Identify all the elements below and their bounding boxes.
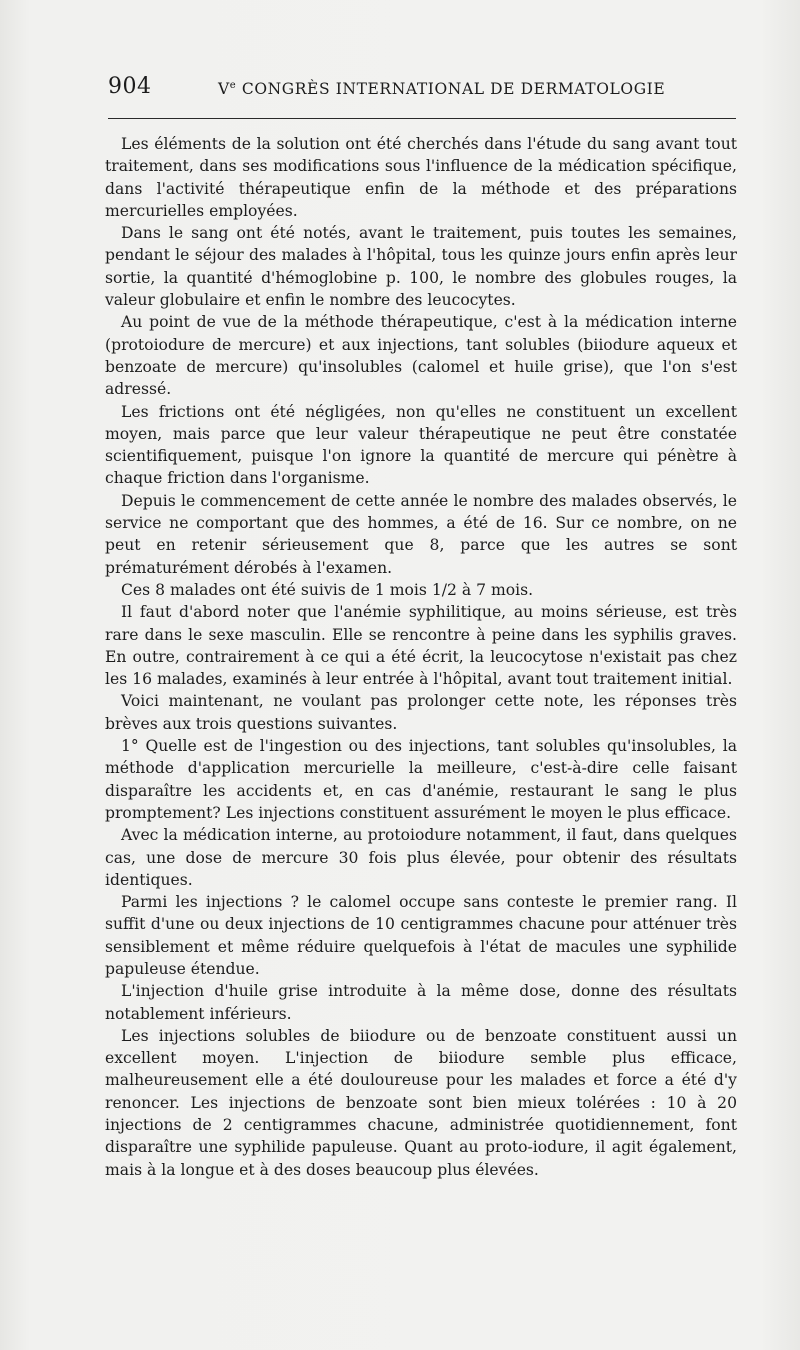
paragraph: Les frictions ont été négligées, non qu'elles ne constituent un excellent moyen, mais parce que leur valeur thérapeutique ne peut être constatée scientifiquement, puisque l'on ignore la quantité de mercure qui pénètre à chaque friction dans l'organisme.	[105, 402, 737, 488]
paragraph: 1° Quelle est de l'ingestion ou des injections, tant solubles qu'insolubles, la méthode d'application mercurielle la meilleure, c'est-à-dire celle faisant disparaître les accidents et, en cas d'anémie, restaurant le sang le plus promptement? Les injections constituent assurément le moyen le plus efficace.	[105, 737, 737, 822]
paragraph: Il faut d'abord noter que l'anémie syphilitique, au moins sérieuse, est très rare dans le sexe masculin. Elle se rencontre à peine dans les syphilis graves. En outre, contrairement à ce qui a été écrit, la leucocytose n'existait pas chez les 16 malades, examinés à leur entrée à l'hôpital, avant tout traitement initial.	[105, 603, 737, 689]
paragraph: L'injection d'huile grise introduite à la même dose, donne des résultats notablement inférieurs.	[105, 982, 737, 1023]
paragraph: Dans le sang ont été notés, avant le traitement, puis toutes les semaines, pendant le séjour des malades à l'hôpital, tous les quinze jours enfin après leur sortie, la quantité d'hémoglobine p. 100, le nombre des globules rouges, la valeur globulaire et enfin le nombre des leucocytes.	[105, 224, 737, 310]
running-title	[218, 80, 665, 98]
paragraph: Avec la médication interne, au protoiodure notamment, il faut, dans quelques cas, une dose de mercure 30 fois plus élevée, pour obtenir des résultats identiques.	[105, 826, 737, 889]
header-rule	[108, 118, 736, 119]
title-text: CONGRÈS INTERNATIONAL DE DERMATOLOGIE	[236, 80, 666, 99]
paragraph: Voici maintenant, ne voulant pas prolonger cette note, les réponses très brèves aux trois questions suivantes.	[105, 692, 737, 733]
paragraph: Ces 8 malades ont été suivis de 1 mois 1/2 à 7 mois.	[121, 580, 534, 599]
paragraph: Parmi les injections ? le calomel occupe sans conteste le premier rang. Il suffit d'une ou deux injections de 10 centigrammes chacune pour atténuer très sensiblement et même réduire quelquefois à l'état de macules une syphilide papuleuse étendue.	[105, 893, 737, 978]
paragraph: Les éléments de la solution ont été cherchés dans l'étude du sang avant tout traitement, dans ses modifications sous l'influence de la médication spécifique, dans l'activité thérapeutique enfin de la méthode et des préparations mercurielles employées.	[105, 135, 737, 220]
title-superscript: e	[229, 80, 237, 91]
body-text	[105, 133, 737, 1181]
running-header	[108, 74, 738, 108]
paragraph: Les injections solubles de biiodure ou de benzoate constituent aussi un excellent moyen. L'injection de biiodure semble plus efficace, malheureusement elle a été douloureuse pour les malades et force a été d'y renoncer. Les injections de benzoate sont bien mieux tolérées : 10 à 20 injections de 2 centigrammes chacune, administrée quotidiennement, font disparaître une syphilide papuleuse. Quant au proto-iodure, il agit également, mais à la longue et à des doses beaucoup plus élevées.	[105, 1026, 737, 1179]
title-numeral: V	[218, 80, 230, 99]
page-number: 904	[108, 74, 152, 99]
paragraph: Depuis le commencement de cette année le nombre des malades observés, le service ne comportant que des hommes, a été de 16. Sur ce nombre, on ne peut en retenir sérieusement que 8, parce que les autres se sont prématurément dérobés à l'examen.	[105, 491, 737, 577]
paragraph: Au point de vue de la méthode thérapeutique, c'est à la médication interne (protoiodure de mercure) et aux injections, tant solubles (biiodure aqueux et benzoate de mercure) qu'insolubles (calomel et huile grise), que l'on s'est adressé.	[105, 313, 737, 399]
